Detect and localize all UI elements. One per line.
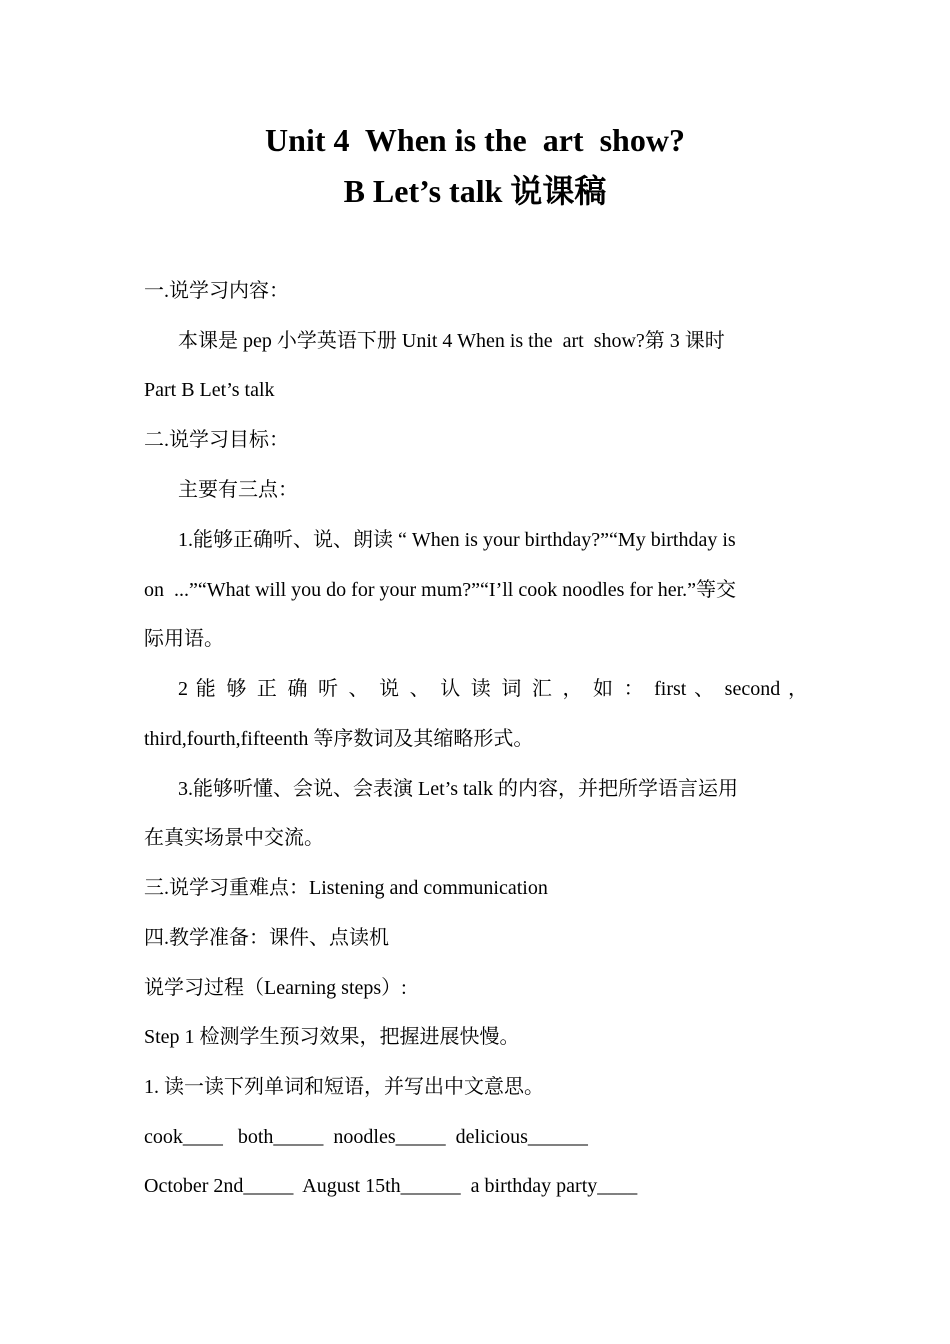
vocab-line-2: October 2nd_____ August 15th______ a birthday party____ bbox=[144, 1175, 638, 1197]
section-3-key-points: 三.说学习重难点：Listening and communication bbox=[144, 877, 548, 899]
task-1-instruction: 1. 读一读下列单词和短语，并写出中文意思。 bbox=[144, 1076, 544, 1098]
section-2-heading: 二.说学习目标： bbox=[144, 429, 289, 451]
document-title-line-1: Unit 4 When is the art show? bbox=[265, 122, 685, 158]
section-4-preparation: 四.教学准备：课件、点读机 bbox=[144, 927, 389, 949]
section-2-intro: 主要有三点： bbox=[178, 479, 298, 501]
section-1-text-continued: Part B Let’s talk bbox=[144, 379, 275, 401]
section-1-heading: 一.说学习内容： bbox=[144, 280, 289, 302]
process-heading: 说学习过程（Learning steps）: bbox=[144, 977, 407, 999]
goal-1-line-2: on ...”“What will you do for your mum?”“I’ll cook noodles for her.”等交 bbox=[144, 579, 737, 601]
goal-2-line-2: third,fourth,fifteenth 等序数词及其缩略形式。 bbox=[144, 728, 534, 750]
goal-1-line-1: 1.能够正确听、说、朗读 “ When is your birthday?”“My birthday is bbox=[178, 529, 736, 551]
goal-3-line-2: 在真实场景中交流。 bbox=[144, 827, 324, 849]
goal-3-line-1: 3.能够听懂、会说、会表演 Let’s talk 的内容，并把所学语言运用 bbox=[178, 778, 738, 800]
vocab-line-1: cook____ both_____ noodles_____ delicious______ bbox=[144, 1126, 588, 1148]
document-title-line-2: B Let’s talk 说课稿 bbox=[343, 173, 607, 209]
goal-2-line-1: 2 能 够 正 确 听 、 说 、 认 读 词 汇 ， 如 ： first 、 second ， bbox=[178, 678, 808, 700]
section-1-text: 本课是 pep 小学英语下册 Unit 4 When is the art show?第 3 课时 bbox=[178, 330, 725, 352]
step-1: Step 1 检测学生预习效果，把握进展快慢。 bbox=[144, 1026, 520, 1048]
goal-1-line-3: 际用语。 bbox=[144, 628, 224, 650]
